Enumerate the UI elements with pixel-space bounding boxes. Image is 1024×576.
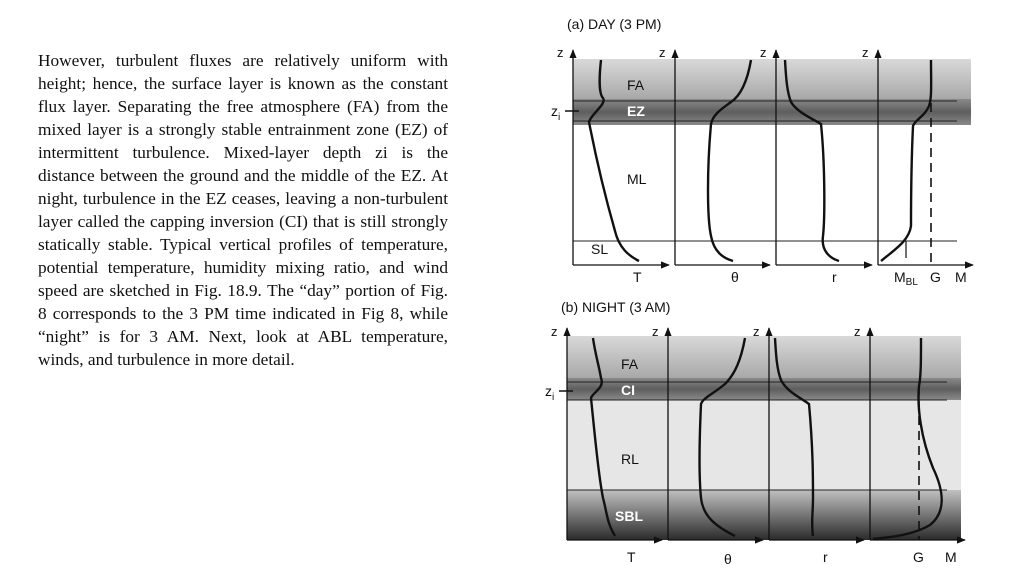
- night-residual-layer-band: [567, 400, 961, 490]
- day-xlabel-r: r: [832, 269, 837, 285]
- abl-profiles-figure: [535, 8, 985, 573]
- night-xlabel-g: G: [913, 549, 924, 565]
- day-panel: [551, 16, 973, 288]
- day-z-label-3: z: [760, 45, 767, 60]
- night-label-fa: FA: [621, 356, 639, 372]
- night-label-rl: RL: [621, 451, 639, 467]
- night-label-ci: CI: [621, 382, 635, 398]
- night-z-label-4: z: [854, 324, 861, 339]
- day-xlabel-theta: θ: [731, 269, 739, 285]
- day-z-label-2: z: [659, 45, 666, 60]
- day-label-ez: EZ: [627, 103, 645, 119]
- day-zi-label: $z_i$: [551, 103, 561, 123]
- day-z-label-1: z: [557, 45, 564, 60]
- night-z-label-1: z: [551, 324, 558, 339]
- day-label-fa: FA: [627, 77, 645, 93]
- night-xlabel-theta: θ: [724, 551, 732, 567]
- day-label-sl: SL: [591, 241, 609, 257]
- night-z-label-2: z: [652, 324, 659, 339]
- night-label-sbl: SBL: [615, 508, 643, 524]
- night-title: (b) NIGHT (3 AM): [561, 299, 671, 315]
- day-xlabel-g: G: [930, 269, 941, 285]
- night-z-label-3: z: [753, 324, 760, 339]
- night-zi-label: $z_i$: [545, 383, 555, 403]
- day-xlabel-t: T: [633, 269, 642, 285]
- night-panel: [545, 299, 965, 567]
- figure-svg: [535, 8, 985, 573]
- day-z-label-4: z: [862, 45, 869, 60]
- body-paragraph: However, turbulent fluxes are relatively uniform with height; hence, the surface layer is known as the constant flux layer. Separating the free atmosphere (FA) from the mixed layer is a strongly stable entrainment zone (EZ) of intermittent turbulence. Mixed-layer depth zi is the distance between the ground and the middle of the EZ. At night, turbulence in the EZ ceases, leaving a non-turbulent layer called the capping inversion (CI) that is still strongly statically stable. Typical vertical profiles of temperature, potential temperature, humidity mixing ratio, and wind speed are sketched in Fig. 18.9. The “day” portion of Fig. 8 corresponds to the 3 PM time indicated in Fig 8, while “night” is for 3 AM. Next, look at ABL temperature, winds, and turbulence in more detail.: [38, 51, 448, 369]
- day-title: (a) DAY (3 PM): [567, 16, 662, 32]
- night-xlabel-m: M: [945, 549, 957, 565]
- night-xlabel-t: T: [627, 549, 636, 565]
- day-xlabel-mbl: $M_{BL}$: [894, 269, 918, 288]
- night-xlabel-r: r: [823, 549, 828, 565]
- day-xlabel-m: M: [955, 269, 967, 285]
- day-label-ml: ML: [627, 171, 647, 187]
